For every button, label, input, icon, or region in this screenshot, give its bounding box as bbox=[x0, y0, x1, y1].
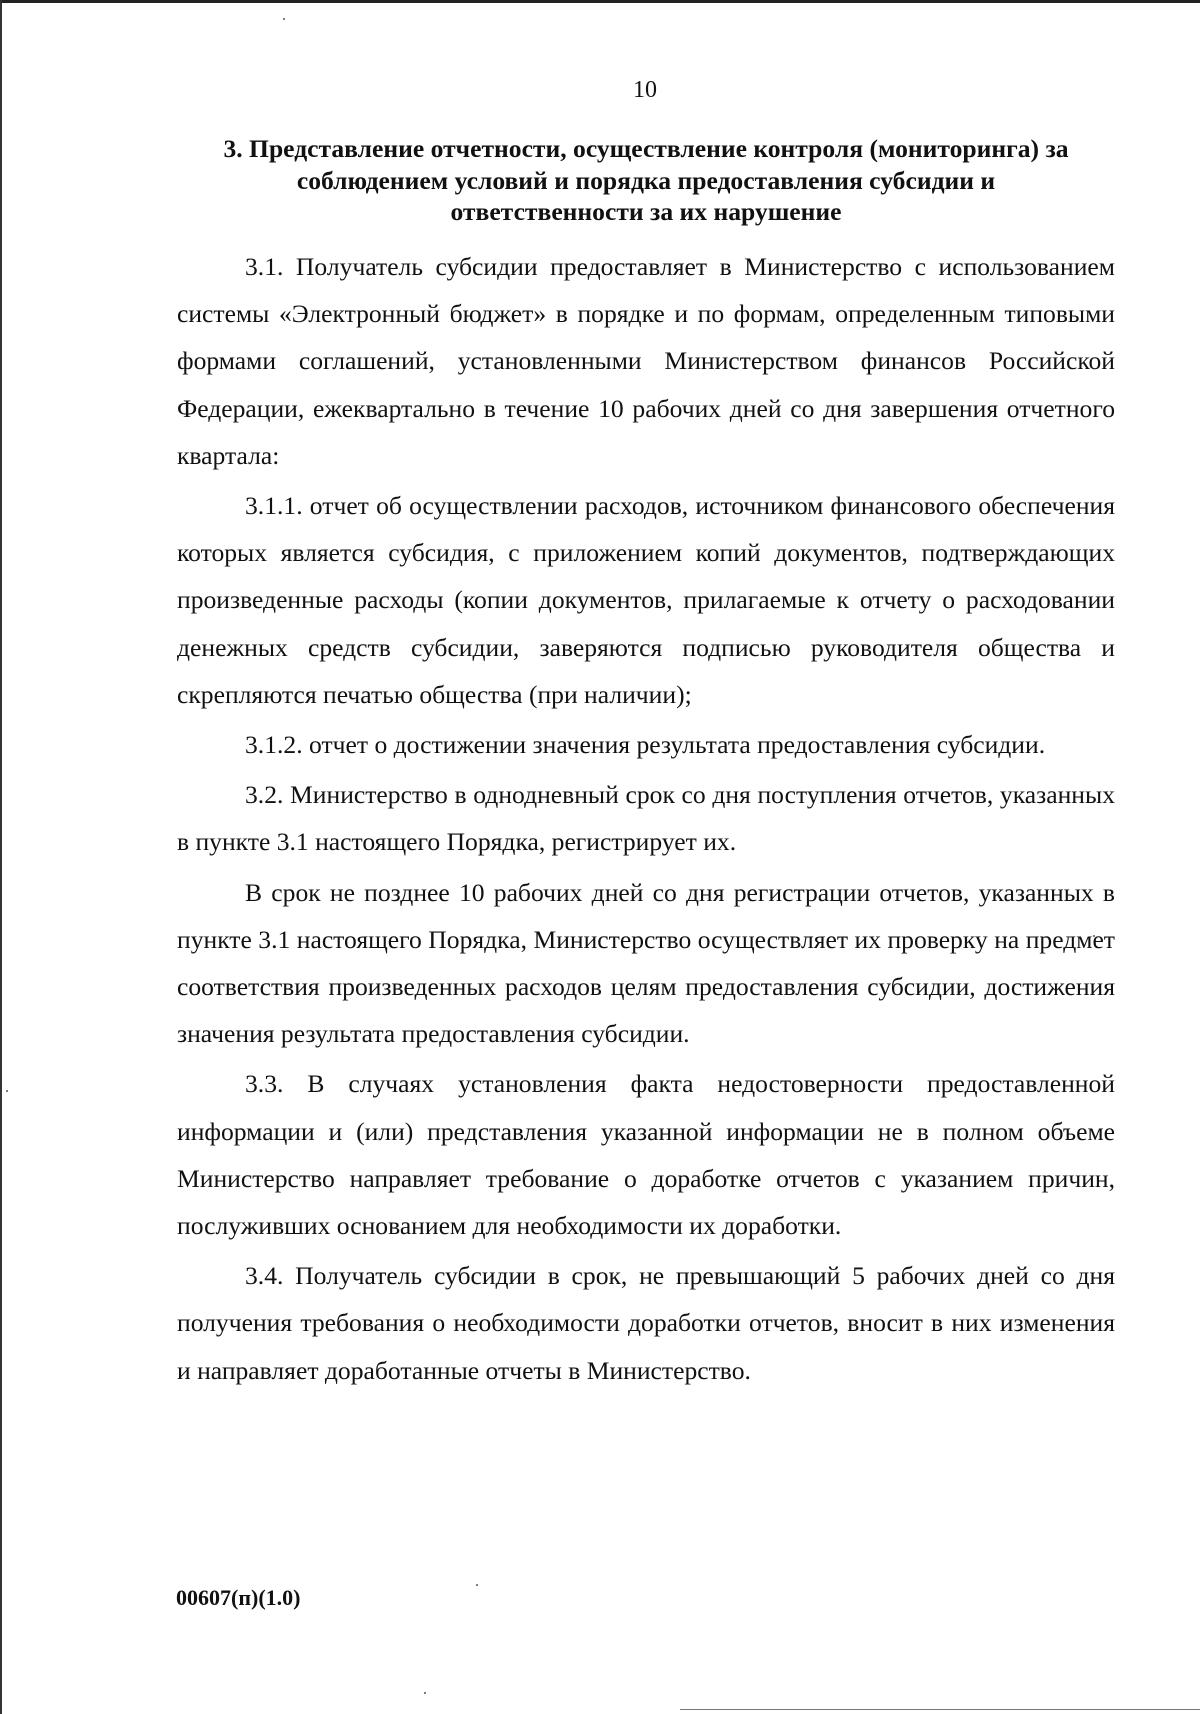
section-heading bbox=[172, 133, 1120, 228]
scan-speck bbox=[424, 1692, 426, 1694]
paragraph-3-1-1: 3.1.1. отчет об осуществлении расходов, источником финансового обеспечения которых является субсидия, с приложением копий документов, подтверждающих произведенные расходы (копии документов, прилагаемые к отчету о расходовании денежных средств субсидии, заверяются подписью руководителя общества и скрепляются печатью общества (при наличии); bbox=[177, 491, 1115, 709]
document-code: 00607(п)(1.0) bbox=[176, 1585, 301, 1610]
scan-speck bbox=[6, 1090, 8, 1092]
paragraph-3-2: 3.2. Министерство в однодневный срок со дня поступления отчетов, указанных в пункте 3.1 настоящего Порядка, регистрирует их. bbox=[177, 780, 1115, 857]
section-heading-line: 3. Представление отчетности, осуществление контроля (мониторинга) за bbox=[223, 134, 1069, 163]
section-heading-line: ответственности за их нарушение bbox=[450, 197, 842, 226]
scan-bottom-edge bbox=[680, 1709, 1200, 1710]
scan-left-edge bbox=[0, 0, 2, 1714]
paragraph-3-1-2: 3.1.2. отчет о достижении значения результата предоставления субсидии. bbox=[245, 730, 1046, 760]
scan-speck bbox=[476, 1584, 478, 1586]
page-number: 10 bbox=[633, 77, 657, 103]
document-body bbox=[177, 243, 1115, 1397]
paragraph-3-2-check: В срок не позднее 10 рабочих дней со дня регистрации отчетов, указанных в пункте 3.1 настоящего Порядка, Министерство осуществляет их проверку на предмет соответствия произведенных расходов целям предоставления субсидии, достижения значения результата предоставления субсидии. bbox=[177, 877, 1115, 1049]
scan-top-edge bbox=[0, 0, 1200, 3]
section-heading-line: соблюдением условий и порядка предоставления субсидии и bbox=[296, 165, 996, 195]
paragraph-3-4: 3.4. Получатель субсидии в срок, не превышающий 5 рабочих дней со дня получения требования о необходимости доработки отчетов, вносит в них изменения и направляет доработанные отчеты в Министерство. bbox=[177, 1261, 1115, 1385]
scan-speck bbox=[283, 18, 285, 20]
paragraph-3-3: 3.3. В случаях установления факта недостоверности предоставленной информации и (или) представления указанной информации не в полном объеме Министерство направляет требование о доработке отчетов с указанием причин, послуживших основанием для необходимости их доработки. bbox=[177, 1069, 1115, 1241]
paragraph-3-1: 3.1. Получатель субсидии предоставляет в Министерство с использованием системы «Электронный бюджет» в порядке и по формам, определенным типовыми формами соглашений, установленными Министерством финансов Российской Федерации, ежеквартально в течение 10 рабочих дней со дня завершения отчетного квартала: bbox=[177, 252, 1115, 470]
